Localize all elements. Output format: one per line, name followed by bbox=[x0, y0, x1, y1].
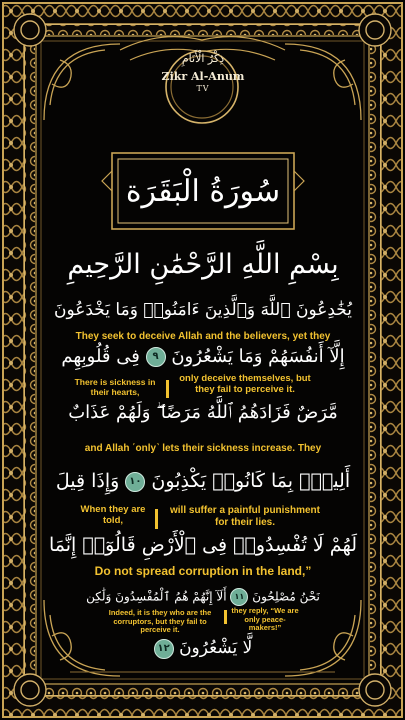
verse-line-5-arabic: لَهُمْ لَا تُفْسِدُوا۟ فِى ٱلْأَرْضِ قَالُوٓا۟ إِنَّمَا bbox=[49, 534, 357, 556]
verse-line-2-arabic bbox=[48, 346, 358, 367]
basmala: بِسْمِ اللَّهِ الرَّحْمَٰنِ الرَّحِيمِ bbox=[67, 248, 339, 280]
verse-marker-12: ١٢ bbox=[154, 639, 174, 659]
verse-line-5-translation: Do not spread corruption in the land,” bbox=[94, 564, 312, 578]
verse-line-7-arabic-text: لَّا يَشْعُرُونَ bbox=[179, 638, 253, 658]
verse-line-6-translation-left: Indeed, it is they who are the corruptors, but they fail to perceive it. bbox=[108, 608, 212, 635]
verse-line-6-translation-right: they reply, “We are only peace-makers!” bbox=[231, 606, 299, 633]
verse-line-4-translation-left: When they are told, bbox=[80, 504, 146, 526]
verse-line-3-arabic: مَّرَضٌ فَزَادَهُمُ ٱللَّهُ مَرَضًا ۖ وَلَهُمْ عَذَابٌ bbox=[68, 402, 338, 423]
verse-line-4-translation-right: will suffer a painful punishment for their lies. bbox=[169, 505, 320, 528]
verse-line-7-arabic bbox=[48, 638, 358, 659]
verse-line-1-translation: They seek to deceive Allah and the believers, yet they bbox=[75, 331, 331, 342]
verse-line-1-arabic: يُخَٰدِعُونَ ٱللَّهَ وَٱلَّذِينَ ءَامَنُوا۟ وَمَا يَخْدَعُونَ bbox=[53, 300, 353, 320]
verse-line-2-translation-left: There is sickness in their hearts, bbox=[74, 377, 156, 397]
divider-bar bbox=[166, 380, 169, 398]
verse-line-6-arabic bbox=[48, 588, 358, 606]
verse-marker-9: ٩ bbox=[146, 347, 166, 367]
logo-tv: TV bbox=[196, 84, 210, 93]
logo-arabic: ذِكْرُ الْأَنَامِ bbox=[181, 52, 225, 65]
surah-title: سُورَةُ الْبَقَرَة bbox=[125, 173, 281, 209]
verse-line-2-translation-right: only deceive themselves, but they fail to perceive it. bbox=[179, 373, 311, 395]
verse-marker-10: ١٠ bbox=[125, 472, 145, 492]
verse-line-2-arabic-a: إِلَّآ أَنفُسَهُمْ وَمَا يَشْعُرُونَ bbox=[171, 346, 345, 367]
verse-line-6-arabic-b: أَلَآ إِنَّهُمْ هُمُ ٱلْمُفْسِدُونَ وَلَٰكِن bbox=[86, 589, 227, 604]
verse-line-6-arabic-a: نَحْنُ مُصْلِحُونَ bbox=[252, 589, 320, 604]
logo-name: Zikr Al-Anum bbox=[161, 70, 245, 83]
verse-line-4-arabic bbox=[48, 470, 358, 492]
verse-line-4-arabic-b: وَإِذَا قِيلَ bbox=[55, 470, 120, 492]
channel-logo bbox=[158, 52, 248, 122]
divider-bar bbox=[155, 509, 158, 529]
verse-line-2-arabic-b: فِى قُلُوبِهِم bbox=[61, 346, 140, 367]
verse-line-3-translation: and Allah ˹only˺ lets their sickness increase. They bbox=[84, 443, 322, 454]
verse-marker-11: ١١ bbox=[230, 588, 248, 606]
verse-line-4-arabic-a: أَلِيمٌۢ بِمَا كَانُوا۟ يَكْذِبُونَ bbox=[151, 470, 351, 492]
divider-bar bbox=[224, 610, 227, 624]
